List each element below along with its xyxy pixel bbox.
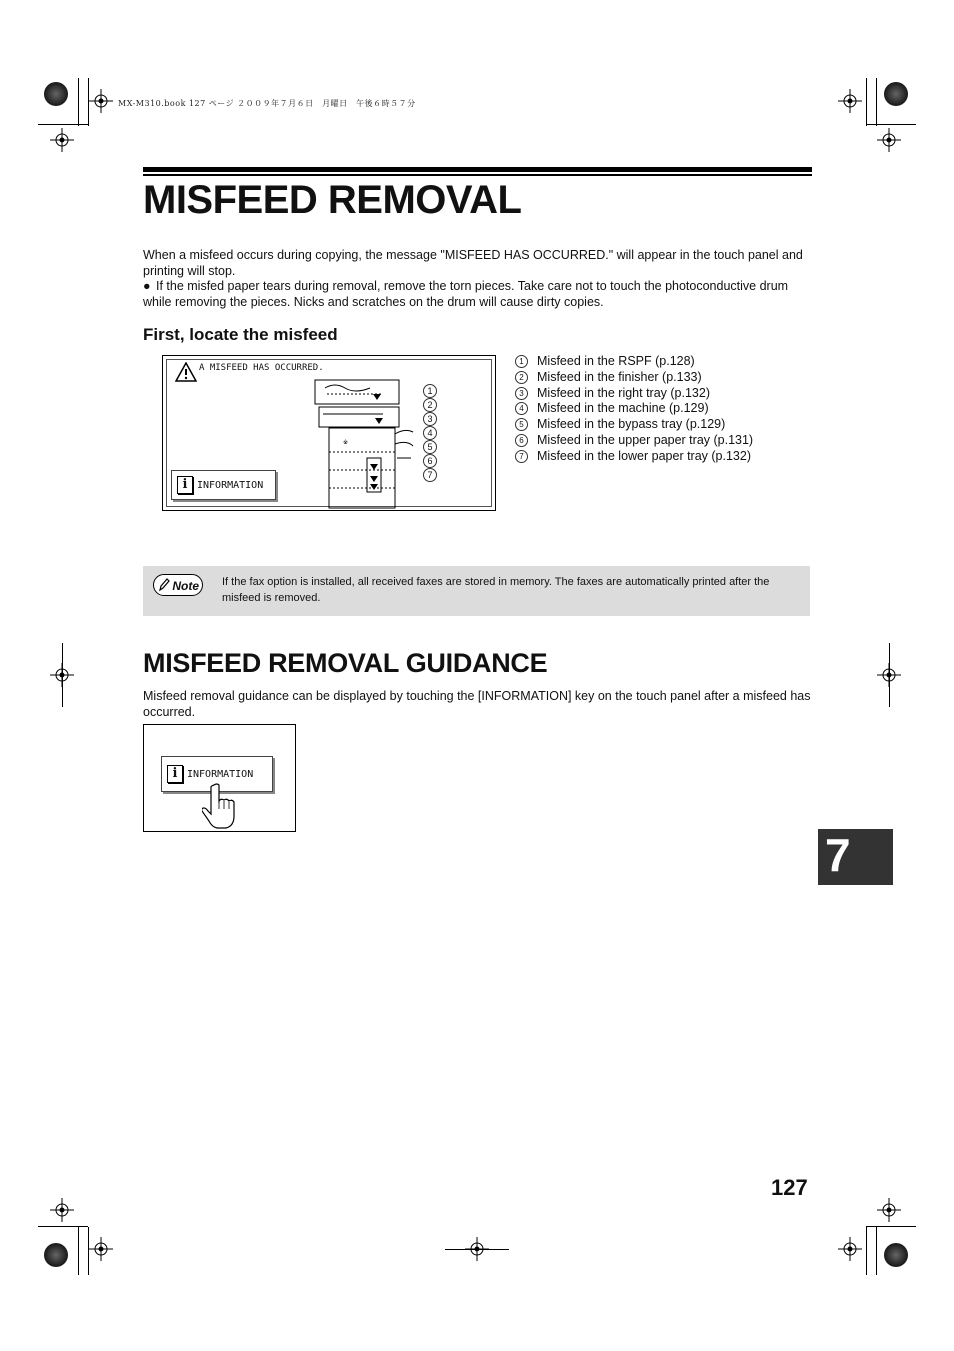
crop-line bbox=[889, 643, 890, 707]
callout-4: 4 bbox=[423, 426, 437, 440]
registration-crosshair-icon bbox=[838, 1237, 862, 1261]
information-label: INFORMATION bbox=[197, 479, 264, 491]
list-label: Misfeed in the upper paper tray (p.131) bbox=[537, 433, 754, 447]
subheading-locate: First, locate the misfeed bbox=[143, 325, 338, 344]
touch-panel-illustration bbox=[162, 355, 496, 511]
callout-6: 6 bbox=[423, 454, 437, 468]
file-info-header: MX-M310.book 127 ページ ２００９年７月６日 月曜日 午後６時５７分 bbox=[118, 99, 416, 108]
registration-crosshair-icon bbox=[89, 1237, 113, 1261]
svg-text:※: ※ bbox=[343, 440, 349, 446]
page-title: MISFEED REMOVAL bbox=[143, 178, 522, 222]
list-number: 5 bbox=[515, 418, 528, 431]
list-item bbox=[515, 449, 751, 465]
warning-icon bbox=[175, 362, 197, 382]
list-number: 3 bbox=[515, 387, 528, 400]
note-badge-label: Note bbox=[172, 579, 199, 593]
registration-crosshair-icon bbox=[50, 128, 74, 152]
crop-line bbox=[866, 1226, 916, 1227]
crop-line bbox=[866, 1227, 867, 1275]
guidance-paragraph: Misfeed removal guidance can be displayed by touching the [INFORMATION] key on the touch panel after a misfeed has occurred. bbox=[143, 689, 811, 719]
page-number: 127 bbox=[771, 1175, 808, 1200]
misfeed-message: A MISFEED HAS OCCURRED. bbox=[199, 363, 324, 373]
registration-circle-icon bbox=[44, 1243, 68, 1267]
list-label: Misfeed in the bypass tray (p.129) bbox=[537, 417, 726, 431]
registration-crosshair-icon bbox=[89, 89, 113, 113]
bullet-icon: ● bbox=[143, 279, 151, 293]
chapter-number: 7 bbox=[825, 829, 851, 881]
information-label: INFORMATION bbox=[187, 768, 254, 780]
list-item bbox=[515, 401, 709, 417]
list-number: 4 bbox=[515, 402, 528, 415]
callout-7: 7 bbox=[423, 468, 437, 482]
section-title-guidance: MISFEED REMOVAL GUIDANCE bbox=[143, 648, 548, 678]
information-button[interactable] bbox=[171, 470, 276, 500]
pencil-icon bbox=[158, 578, 170, 592]
crop-line bbox=[866, 78, 867, 126]
title-rule bbox=[143, 167, 812, 172]
list-item bbox=[515, 433, 753, 449]
list-item bbox=[515, 370, 702, 386]
callout-3: 3 bbox=[423, 412, 437, 426]
list-number: 2 bbox=[515, 371, 528, 384]
crop-line bbox=[78, 1227, 79, 1275]
list-item bbox=[515, 354, 695, 370]
note-text: If the fax option is installed, all received faxes are stored in memory. The faxes are automatically printed after the misfeed is removed. bbox=[222, 576, 770, 604]
machine-diagram-icon bbox=[313, 378, 423, 510]
crop-line bbox=[876, 78, 877, 126]
list-item bbox=[515, 417, 725, 433]
crop-line bbox=[445, 1249, 509, 1250]
title-rule bbox=[143, 174, 812, 176]
list-label: Misfeed in the machine (p.129) bbox=[537, 401, 709, 415]
info-icon: i bbox=[167, 765, 183, 783]
crop-line bbox=[876, 1227, 877, 1275]
list-item bbox=[515, 386, 710, 402]
callout-5: 5 bbox=[423, 440, 437, 454]
list-number: 6 bbox=[515, 434, 528, 447]
note-badge bbox=[153, 574, 203, 596]
information-key-illustration bbox=[143, 724, 296, 832]
registration-crosshair-icon bbox=[838, 89, 862, 113]
bullet-text: If the misfed paper tears during removal, remove the torn pieces. Take care not to touch the photoconductive drum while removing the pieces. Nicks and scratches on the drum will cause dirty copies. bbox=[143, 279, 789, 309]
callout-1: 1 bbox=[423, 384, 437, 398]
list-label: Misfeed in the right tray (p.132) bbox=[537, 386, 710, 400]
list-number: 7 bbox=[515, 450, 528, 463]
registration-circle-icon bbox=[44, 82, 68, 106]
registration-crosshair-icon bbox=[877, 128, 901, 152]
registration-circle-icon bbox=[884, 1243, 908, 1267]
registration-crosshair-icon bbox=[50, 1198, 74, 1222]
touching-hand-icon bbox=[202, 783, 244, 829]
crop-line bbox=[866, 124, 916, 125]
registration-crosshair-icon bbox=[877, 1198, 901, 1222]
list-number: 1 bbox=[515, 355, 528, 368]
registration-circle-icon bbox=[884, 82, 908, 106]
list-label: Misfeed in the RSPF (p.128) bbox=[537, 354, 695, 368]
bullet-item bbox=[143, 278, 811, 310]
crop-line bbox=[62, 643, 63, 707]
list-label: Misfeed in the lower paper tray (p.132) bbox=[537, 449, 751, 463]
intro-paragraph: When a misfeed occurs during copying, the message "MISFEED HAS OCCURRED." will appear in the touch panel and printing will stop. bbox=[143, 248, 803, 278]
list-label: Misfeed in the finisher (p.133) bbox=[537, 370, 702, 384]
crop-line bbox=[78, 78, 79, 126]
callout-2: 2 bbox=[423, 398, 437, 412]
crop-line bbox=[38, 1226, 88, 1227]
info-icon: i bbox=[177, 476, 193, 494]
crop-line bbox=[38, 124, 88, 125]
